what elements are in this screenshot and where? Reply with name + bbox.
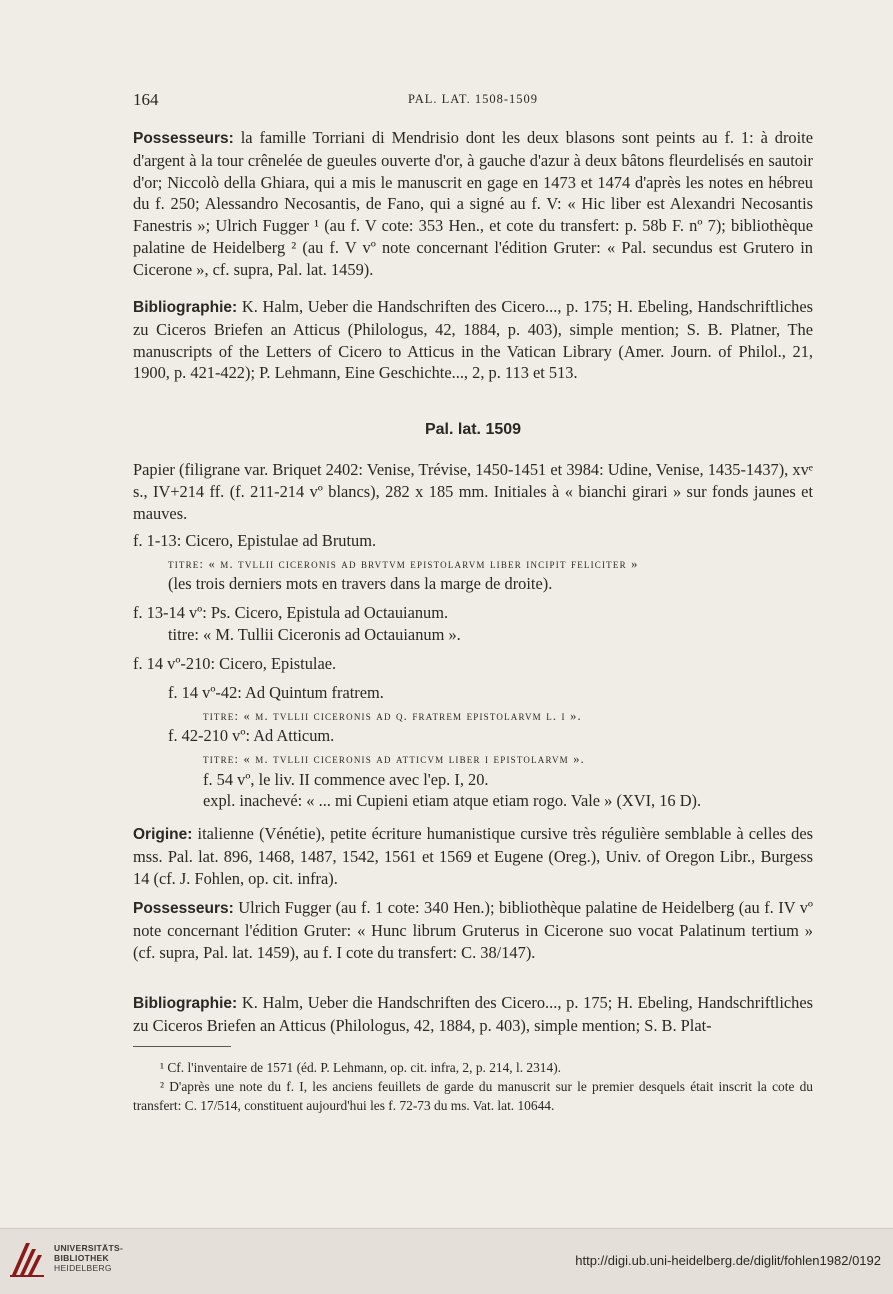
contents-line-8: titre: « m. tvllii ciceronis ad q. fratrem epistolarvm l. i ». [203,709,582,723]
bibliographie-paragraph-1508 [133,296,813,384]
bibliographie-text: K. Halm, Ueber die Handschriften des Cicero..., p. 175; H. Ebeling, Handschriftliches zu Ciceros Briefen an Atticus (Philologus, 42, 1884, p. 403), simple mention; S. B. Plat- [133,993,813,1035]
possesseurs-paragraph-1509 [133,897,813,963]
contents-line-3: (les trois derniers mots en travers dans la marge de droite). [168,574,553,593]
bibliographie-label: Bibliographie: [133,995,238,1012]
contents-line-7: f. 14 vº-42: Ad Quintum fratrem. [168,683,384,702]
contents-line-6: f. 14 vº-210: Cicero, Epistulae. [133,654,337,673]
contents-line-2: titre: « m. tvllii ciceronis ad brvtvm epistolarvm liber incipit feliciter » [168,557,639,571]
origine-label: Origine: [133,826,193,843]
possesseurs-text: la famille Torriani di Mendrisio dont les deux blasons sont peints au f. 1: à droite d'argent à la tour crênelée de gueules ouverte d'or, à gauche d'azur à deux bâtons fleurdelisés en sautoir d'or; Niccolò della Ghiara, qui a mis le manuscrit en gage en 1473 et 1474 d'après les notes en hébreu du f. 250; Alessandro Necosantis, de Fano, qui a signé au f. V: « Hic liber est Alexandri Necosantis Fanestris »; Ulrich Fugger ¹ (au f. V cote: 353 Hen., et cote du transfert: p. 58b F. nº 7); bibliothèque palatine de Heidelberg ² (au f. V vº note concernant l'édition Gruter: « Pal. secundus est Grutero in Cicerone », cf. supra, Pal. lat. 1459). [133,128,813,279]
possesseurs-paragraph-1508 [133,127,813,281]
bibliographie-text: K. Halm, Ueber die Handschriften des Cicero..., p. 175; H. Ebeling, Handschriftliches zu Ciceros Briefen an Atticus (Philologus, 42, 1884, p. 403), simple mention; S. B. Platner, The manuscripts of the Letters of Cicero to Atticus in the Vatican Library (Amer. Journ. of Philol., 21, 1900, p. 421-422); P. Lehmann, Eine Geschichte..., 2, p. 113 et 513. [133,297,813,383]
page-number: 164 [133,90,159,109]
contents-line-10: titre: « m. tvllii ciceronis ad atticvm liber i epistolarvm ». [203,752,585,766]
running-header [133,90,813,112]
section-heading: Pal. lat. 1509 [424,421,522,438]
possesseurs-label: Possesseurs: [133,900,234,917]
bibliographie-label: Bibliographie: [133,299,238,316]
university-library-logo-icon [8,1239,48,1279]
source-url-link[interactable]: http://digi.ub.uni-heidelberg.de/diglit/fohlen1982/0192 [575,1253,881,1268]
contents-line-11: f. 54 vº, le liv. II commence avec l'ep. I, 20. [203,770,489,789]
contents-line-1: f. 1-13: Cicero, Epistulae ad Brutum. [133,531,377,550]
contents-line-4: f. 13-14 vº: Ps. Cicero, Epistula ad Octauianum. [133,603,449,622]
viewer-footer [0,1228,893,1294]
origine-paragraph [133,823,813,889]
possesseurs-text: Ulrich Fugger (au f. 1 cote: 340 Hen.); bibliothèque palatine de Heidelberg (au f. IV vº note concernant l'édition Gruter: « Hunc librum Gruterus in Cicerone suo vocat Palatinum tertium » (cf. supra, Pal. lat. 1459), au f. I cote du transfert: C. 38/147). [133,898,813,962]
possesseurs-label: Possesseurs: [133,130,234,147]
institution-name: UNIVERSITÄTS- BIBLIOTHEK HEIDELBERG [54,1243,124,1273]
contents-line-9: f. 42-210 vº: Ad Atticum. [168,726,335,745]
contents-line-5: titre: « M. Tullii Ciceronis ad Octauianum ». [168,625,461,644]
footnote-rule [133,1046,231,1047]
footnote-2: ² D'après une note du f. I, les anciens feuillets de garde du manuscrit sur le premier desquels était inscrit la cote du transfert: C. 17/514, constituent aujourd'hui les f. 72-73 du ms. Vat. lat. 10644. [133,1079,813,1113]
origine-text: italienne (Vénétie), petite écriture humanistique cursive très régulière semblable à celles des mss. Pal. lat. 896, 1468, 1487, 1542, 1561 et 1569 et Eugene (Oreg.), Univ. of Oregon Libr., Burgess 14 (cf. J. Fohlen, op. cit. infra). [133,824,813,888]
description-paragraph: Papier (filigrane var. Briquet 2402: Venise, Trévise, 1450-1451 et 3984: Udine, Venise, 1435-1437), xvᵉ s., IV+214 ff. (f. 211-214 vº blancs), 282 x 185 mm. Initiales à « bianchi girari » sur fonds jaunes et mauves. [133,460,813,523]
running-title: PAL. LAT. 1508-1509 [407,92,539,106]
bibliographie-paragraph-1509 [133,992,813,1037]
footnote-1: ¹ Cf. l'inventaire de 1571 (éd. P. Lehmann, op. cit. infra, 2, p. 214, l. 2314). [160,1060,561,1075]
contents-line-12: expl. inachevé: « ... mi Cupieni etiam atque etiam rogo. Vale » (XVI, 16 D). [203,791,702,810]
